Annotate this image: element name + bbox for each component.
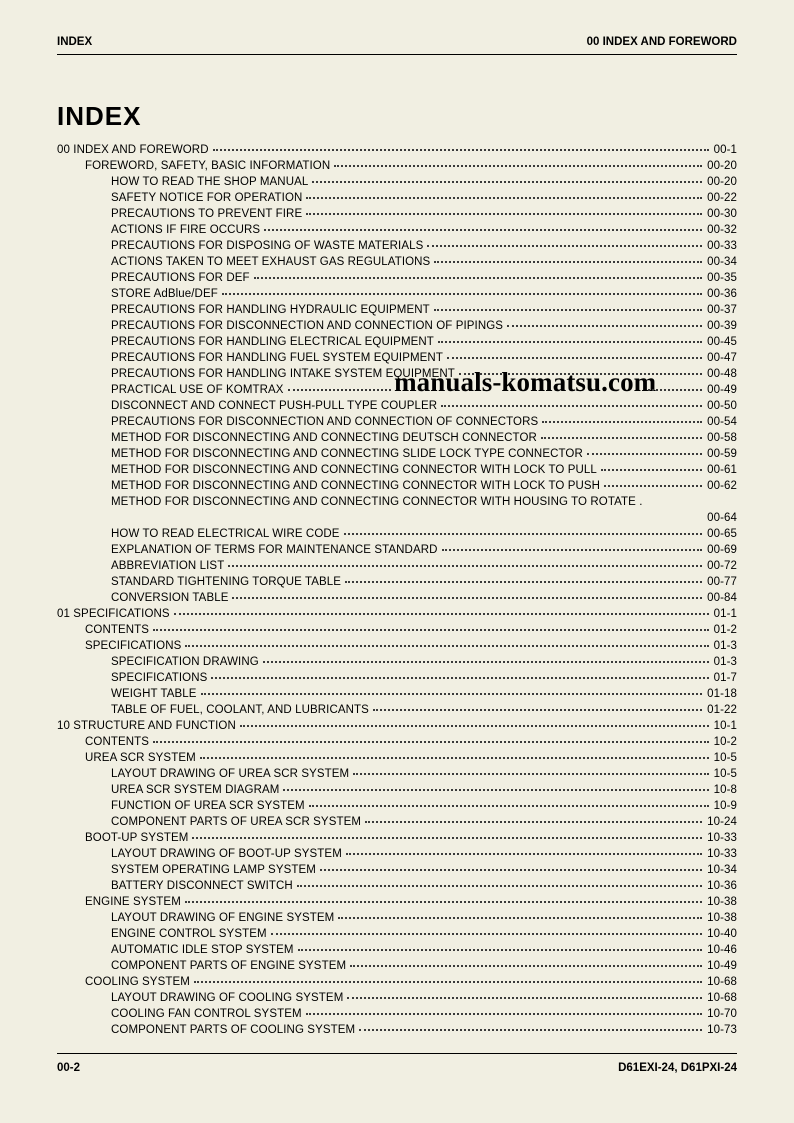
toc-entry-page: 00-62	[707, 480, 737, 492]
toc-entry	[57, 190, 737, 206]
toc-leader-dots	[211, 677, 708, 679]
toc-entry-label: 00 INDEX AND FOREWORD	[57, 144, 209, 156]
toc-leader-dots	[306, 197, 702, 199]
toc-entry-label: STANDARD TIGHTENING TORQUE TABLE	[111, 576, 342, 588]
toc-entry-page: 00-49	[707, 384, 737, 396]
toc-entry-page: 00-35	[707, 272, 737, 284]
toc-leader-dots	[153, 741, 709, 743]
toc-entry-label: PRECAUTIONS FOR HANDLING HYDRAULIC EQUIPMENT	[111, 304, 430, 316]
toc-entry	[57, 878, 737, 894]
toc-leader-dots	[222, 293, 702, 295]
toc-entry-page: 00-33	[707, 240, 737, 252]
toc-entry	[57, 958, 737, 974]
toc-leader-dots	[427, 245, 702, 247]
page-header	[57, 36, 737, 55]
toc-entry	[57, 606, 737, 622]
toc-leader-dots	[309, 805, 709, 807]
toc-entry-page: 10-68	[707, 992, 737, 1004]
toc-entry	[57, 750, 737, 766]
toc-leader-dots	[306, 1013, 702, 1015]
toc-entry-label: METHOD FOR DISCONNECTING AND CONNECTING CONNECTOR WITH LOCK TO PULL	[111, 464, 597, 476]
toc-entry	[57, 622, 737, 638]
toc-leader-dots	[288, 389, 392, 391]
toc-entry-label: COMPONENT PARTS OF COOLING SYSTEM	[111, 1024, 356, 1036]
toc-entry	[57, 142, 737, 158]
toc-entry	[57, 798, 737, 814]
toc-leader-dots	[353, 773, 708, 775]
toc-entry-label: COOLING FAN CONTROL SYSTEM	[111, 1008, 302, 1020]
toc-entry-label: PRECAUTIONS FOR DISPOSING OF WASTE MATERIALS	[111, 240, 424, 252]
toc-entry-page: 10-46	[707, 944, 737, 956]
toc-entry-label: EXPLANATION OF TERMS FOR MAINTENANCE STANDARD	[111, 544, 438, 556]
toc-leader-dots	[192, 837, 702, 839]
toc-entry	[57, 526, 737, 542]
toc-entry-page: 10-24	[707, 816, 737, 828]
toc-entry	[57, 638, 737, 654]
toc-entry	[57, 430, 737, 446]
toc-entry	[57, 814, 737, 830]
toc-entry	[57, 846, 737, 862]
table-of-contents	[57, 142, 737, 1038]
toc-entry-label: METHOD FOR DISCONNECTING AND CONNECTING CONNECTOR WITH HOUSING TO ROTATE .	[111, 496, 643, 508]
toc-leader-dots	[283, 789, 708, 791]
page-title: INDEX	[57, 101, 142, 131]
toc-leader-dots	[345, 581, 702, 583]
toc-entry-label: PRECAUTIONS FOR DEF	[111, 272, 250, 284]
toc-entry-page: 10-33	[707, 848, 737, 860]
toc-leader-dots	[254, 277, 702, 279]
toc-entry-page: 10-40	[707, 928, 737, 940]
toc-leader-dots	[298, 949, 702, 951]
toc-entry-page: 10-36	[707, 880, 737, 892]
toc-leader-dots	[587, 453, 702, 455]
toc-leader-dots	[312, 181, 702, 183]
toc-entry	[57, 782, 737, 798]
toc-entry-label: AUTOMATIC IDLE STOP SYSTEM	[111, 944, 294, 956]
toc-leader-dots	[344, 533, 703, 535]
toc-entry	[57, 686, 737, 702]
toc-entry-page: 10-38	[707, 896, 737, 908]
toc-entry	[57, 174, 737, 190]
toc-entry-page: 00-32	[707, 224, 737, 236]
toc-entry-label: ACTIONS IF FIRE OCCURS	[111, 224, 261, 236]
footer-model-number: D61EXI-24, D61PXI-24	[618, 1062, 737, 1074]
toc-entry-label: ENGINE CONTROL SYSTEM	[111, 928, 267, 940]
toc-entry-label: FOREWORD, SAFETY, BASIC INFORMATION	[85, 160, 331, 172]
toc-entry	[57, 302, 737, 318]
toc-entry	[57, 334, 737, 350]
toc-leader-dots	[240, 725, 709, 727]
toc-leader-dots	[601, 469, 702, 471]
toc-entry-label: 10 STRUCTURE AND FUNCTION	[57, 720, 236, 732]
toc-leader-dots	[542, 421, 702, 423]
toc-entry-page: 00-72	[707, 560, 737, 572]
toc-entry	[57, 286, 737, 302]
toc-entry-label: LAYOUT DRAWING OF UREA SCR SYSTEM	[111, 768, 350, 780]
toc-entry-page: 10-2	[713, 736, 737, 748]
toc-entry	[57, 494, 737, 510]
toc-entry	[57, 926, 737, 942]
toc-entry-page: 00-77	[707, 576, 737, 588]
toc-entry-label: PRECAUTIONS FOR HANDLING INTAKE SYSTEM EQUIPMENT	[111, 368, 455, 380]
toc-entry-page: 10-33	[707, 832, 737, 844]
toc-entry-label: LAYOUT DRAWING OF ENGINE SYSTEM	[111, 912, 335, 924]
toc-leader-dots	[334, 165, 702, 167]
toc-entry-label: UREA SCR SYSTEM	[85, 752, 196, 764]
toc-entry	[57, 590, 737, 606]
toc-leader-dots	[185, 645, 708, 647]
toc-leader-dots	[604, 485, 702, 487]
toc-entry-label: LAYOUT DRAWING OF BOOT-UP SYSTEM	[111, 848, 342, 860]
toc-entry	[57, 894, 737, 910]
toc-entry-page: 00-30	[707, 208, 737, 220]
toc-entry	[57, 830, 737, 846]
toc-entry-page: 10-1	[713, 720, 737, 732]
toc-leader-dots	[271, 933, 702, 935]
toc-entry-label: LAYOUT DRAWING OF COOLING SYSTEM	[111, 992, 344, 1004]
toc-entry-label: BOOT-UP SYSTEM	[85, 832, 189, 844]
toc-leader-dots	[373, 709, 702, 711]
toc-entry-label: FUNCTION OF UREA SCR SYSTEM	[111, 800, 305, 812]
toc-entry	[57, 270, 737, 286]
toc-entry-page: 00-47	[707, 352, 737, 364]
toc-leader-dots	[338, 917, 702, 919]
toc-entry-page: 01-3	[713, 640, 737, 652]
toc-leader-dots	[359, 1029, 702, 1031]
toc-entry	[57, 446, 737, 462]
toc-entry-page: 00-58	[707, 432, 737, 444]
toc-entry-label: HOW TO READ ELECTRICAL WIRE CODE	[111, 528, 340, 540]
toc-entry	[57, 974, 737, 990]
toc-entry	[57, 574, 737, 590]
toc-entry	[57, 542, 737, 558]
toc-leader-dots	[153, 629, 709, 631]
toc-entry-page: 00-39	[707, 320, 737, 332]
toc-leader-dots	[185, 901, 702, 903]
toc-entry	[57, 862, 737, 878]
toc-leader-dots	[434, 309, 702, 311]
toc-entry-label: CONTENTS	[85, 624, 150, 636]
toc-entry-page: 00-54	[707, 416, 737, 428]
toc-entry	[57, 350, 737, 366]
toc-entry-page: 00-45	[707, 336, 737, 348]
footer-page-number: 00-2	[57, 1062, 81, 1074]
toc-entry-page: 10-73	[707, 1024, 737, 1036]
toc-entry-label: UREA SCR SYSTEM DIAGRAM	[111, 784, 280, 796]
toc-leader-dots	[297, 885, 702, 887]
toc-entry-label: PRECAUTIONS FOR DISCONNECTION AND CONNECTION OF CONNECTORS	[111, 416, 539, 428]
toc-entry	[57, 734, 737, 750]
toc-leader-dots	[213, 149, 709, 151]
toc-entry-page: 10-34	[707, 864, 737, 876]
toc-entry-label: METHOD FOR DISCONNECTING AND CONNECTING CONNECTOR WITH LOCK TO PUSH	[111, 480, 601, 492]
toc-entry	[57, 942, 737, 958]
toc-entry-label: CONTENTS	[85, 736, 150, 748]
toc-entry-page: 00-22	[707, 192, 737, 204]
header-right-section: 00 INDEX AND FOREWORD	[586, 36, 737, 48]
toc-leader-dots	[200, 757, 709, 759]
toc-entry-label: DISCONNECT AND CONNECT PUSH-PULL TYPE COUPLER	[111, 400, 438, 412]
toc-entry	[57, 702, 737, 718]
toc-entry	[57, 990, 737, 1006]
toc-leader-dots	[174, 613, 709, 615]
toc-entry-label: ACTIONS TAKEN TO MEET EXHAUST GAS REGULATIONS	[111, 256, 431, 268]
toc-leader-dots	[232, 597, 702, 599]
toc-entry	[57, 222, 737, 238]
toc-entry	[57, 558, 737, 574]
toc-entry-page: 10-49	[707, 960, 737, 972]
toc-leader-dots	[365, 821, 702, 823]
toc-entry-label: PRECAUTIONS FOR DISCONNECTION AND CONNECTION OF PIPINGS	[111, 320, 504, 332]
toc-entry-label: COOLING SYSTEM	[85, 976, 190, 988]
toc-entry-page: 00-1	[713, 144, 737, 156]
toc-entry	[57, 1006, 737, 1022]
toc-leader-dots	[442, 549, 703, 551]
toc-leader-dots	[320, 869, 702, 871]
toc-entry	[57, 158, 737, 174]
toc-entry-label: CONVERSION TABLE	[111, 592, 229, 604]
toc-leader-dots	[201, 693, 703, 695]
toc-leader-dots	[438, 341, 702, 343]
toc-entry	[57, 478, 737, 494]
toc-entry-label: SPECIFICATIONS	[85, 640, 182, 652]
toc-entry-page: 01-1	[713, 608, 737, 620]
toc-entry-label: WEIGHT TABLE	[111, 688, 197, 700]
toc-leader-dots	[347, 997, 702, 999]
watermark-text: manuals-komatsu.com	[394, 367, 657, 397]
toc-leader-dots	[447, 357, 702, 359]
toc-entry-page: 00-50	[707, 400, 737, 412]
toc-entry-label: HOW TO READ THE SHOP MANUAL	[111, 176, 309, 188]
toc-leader-dots	[434, 261, 702, 263]
toc-entry-page: 10-5	[713, 752, 737, 764]
toc-entry-page: 00-48	[707, 368, 737, 380]
toc-entry-label: SPECIFICATION DRAWING	[111, 656, 259, 668]
toc-leader-dots	[306, 213, 702, 215]
toc-entry	[57, 510, 737, 526]
toc-leader-dots	[264, 229, 702, 231]
toc-entry-label: ENGINE SYSTEM	[85, 896, 181, 908]
toc-entry-label: TABLE OF FUEL, COOLANT, AND LUBRICANTS	[111, 704, 369, 716]
header-left-title: INDEX	[57, 36, 93, 48]
toc-leader-dots	[263, 661, 709, 663]
toc-entry-page: 10-9	[713, 800, 737, 812]
toc-entry-page: 01-3	[713, 656, 737, 668]
toc-entry-page: 00-61	[707, 464, 737, 476]
toc-entry-page: 10-70	[707, 1008, 737, 1020]
toc-entry-label: SYSTEM OPERATING LAMP SYSTEM	[111, 864, 316, 876]
toc-entry-label: SPECIFICATIONS	[111, 672, 208, 684]
toc-entry-page: 00-20	[707, 160, 737, 172]
toc-entry-page: 00-64	[707, 512, 737, 524]
toc-entry	[57, 206, 737, 222]
toc-entry-page: 01-18	[707, 688, 737, 700]
toc-leader-dots	[507, 325, 702, 327]
toc-entry-label: METHOD FOR DISCONNECTING AND CONNECTING DEUTSCH CONNECTOR	[111, 432, 537, 444]
toc-entry-label: SAFETY NOTICE FOR OPERATION	[111, 192, 303, 204]
toc-entry	[57, 766, 737, 782]
toc-entry-page: 00-59	[707, 448, 737, 460]
toc-entry-page: 10-8	[713, 784, 737, 796]
page-footer	[57, 1053, 737, 1074]
toc-entry-label: METHOD FOR DISCONNECTING AND CONNECTING SLIDE LOCK TYPE CONNECTOR	[111, 448, 583, 460]
toc-entry-label: ABBREVIATION LIST	[111, 560, 225, 572]
toc-entry-label: PRACTICAL USE OF KOMTRAX	[111, 384, 284, 396]
toc-entry-page: 00-34	[707, 256, 737, 268]
toc-entry	[57, 318, 737, 334]
toc-leader-dots	[346, 853, 702, 855]
toc-leader-dots	[228, 565, 702, 567]
toc-entry-label: STORE AdBlue/DEF	[111, 288, 218, 300]
toc-entry-page: 00-37	[707, 304, 737, 316]
toc-entry-label: COMPONENT PARTS OF UREA SCR SYSTEM	[111, 816, 362, 828]
toc-entry-page: 00-36	[707, 288, 737, 300]
toc-entry	[57, 1022, 737, 1038]
toc-entry-label: 01 SPECIFICATIONS	[57, 608, 170, 620]
toc-entry-page: 10-68	[707, 976, 737, 988]
toc-entry	[57, 414, 737, 430]
toc-entry-page: 10-38	[707, 912, 737, 924]
toc-entry-page: 01-2	[713, 624, 737, 636]
toc-entry-page: 00-84	[707, 592, 737, 604]
toc-entry	[57, 654, 737, 670]
toc-entry-page: 01-22	[707, 704, 737, 716]
toc-entry	[57, 238, 737, 254]
toc-entry-label: COMPONENT PARTS OF ENGINE SYSTEM	[111, 960, 347, 972]
toc-entry	[57, 398, 737, 414]
toc-entry	[57, 910, 737, 926]
toc-entry-page: 00-20	[707, 176, 737, 188]
toc-entry-label: PRECAUTIONS TO PREVENT FIRE	[111, 208, 303, 220]
toc-leader-dots	[194, 981, 702, 983]
toc-entry	[57, 462, 737, 478]
toc-entry-label: PRECAUTIONS FOR HANDLING FUEL SYSTEM EQUIPMENT	[111, 352, 443, 364]
toc-entry-label: PRECAUTIONS FOR HANDLING ELECTRICAL EQUIPMENT	[111, 336, 434, 348]
toc-entry-label: BATTERY DISCONNECT SWITCH	[111, 880, 293, 892]
toc-entry-page: 00-69	[707, 544, 737, 556]
toc-entry	[57, 718, 737, 734]
toc-entry-page: 00-65	[707, 528, 737, 540]
toc-entry	[57, 254, 737, 270]
toc-leader-dots	[648, 389, 702, 391]
toc-leader-dots	[350, 965, 702, 967]
toc-entry-page: 01-7	[713, 672, 737, 684]
toc-entry	[57, 670, 737, 686]
toc-entry-page: 10-5	[713, 768, 737, 780]
toc-leader-dots	[441, 405, 702, 407]
toc-leader-dots	[541, 437, 702, 439]
